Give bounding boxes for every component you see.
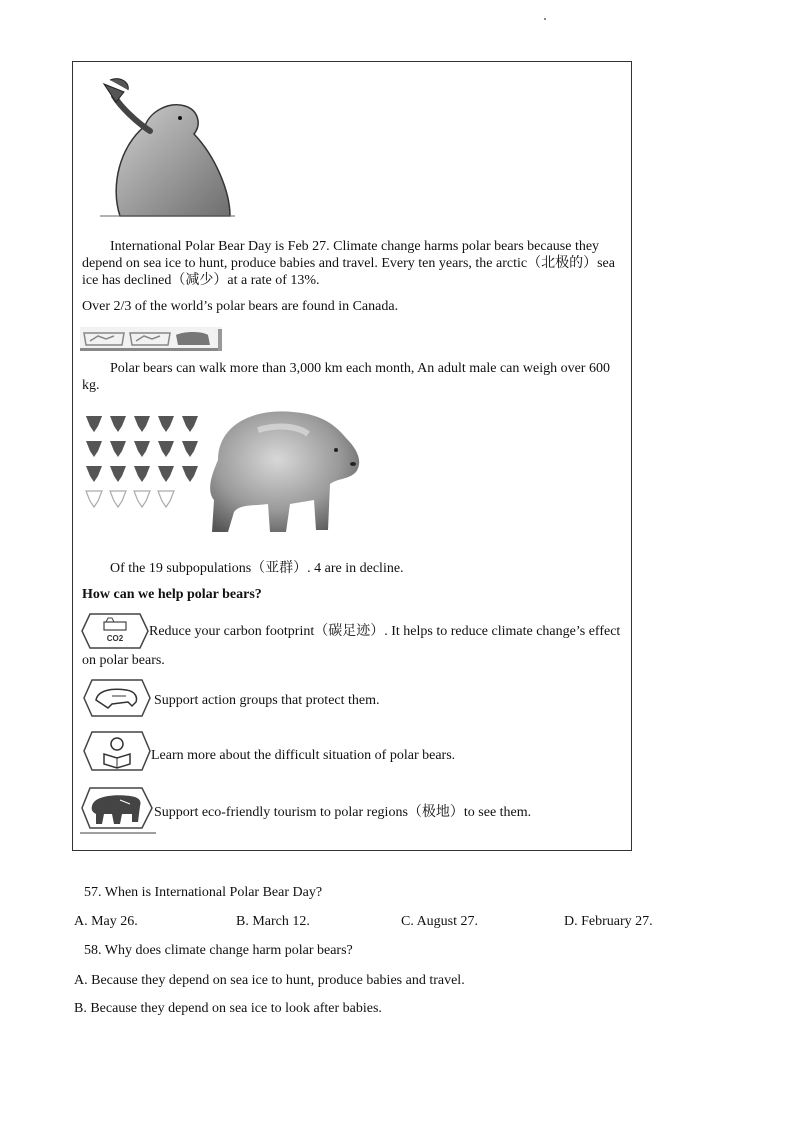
question-58-option-b: B. Because they depend on sea ice to look after babies. xyxy=(74,1001,382,1016)
bear-with-fish-icon xyxy=(90,76,240,226)
help-item-carbon: Reduce your carbon footprint（碳足迹）. It helps to reduce climate change’s effect xyxy=(149,624,621,639)
bear-strip-icon xyxy=(80,327,222,351)
help-item-learn-more: Learn more about the difficult situation of polar bears. xyxy=(151,748,456,763)
question-57-option-c: C. August 27. xyxy=(401,914,479,929)
polar-bear-photo-icon xyxy=(198,400,366,540)
co2-icon xyxy=(80,612,150,650)
paragraph-canada: Over 2/3 of the world’s polar bears are found in Canada. xyxy=(82,299,399,314)
paragraph-polar-bear-day: International Polar Bear Day is Feb 27. Climate change harms polar bears because they depend on sea ice to hunt, produce babies and travel. Every ten years, the arctic（北极的）sea ice has declined（减少）at a rate of 13%. xyxy=(82,239,615,288)
help-item-carbon-cont: on polar bears. xyxy=(82,653,165,668)
question-57-option-a: A. May 26. xyxy=(74,914,138,929)
paragraph-walk-weigh: Polar bears can walk more than 3,000 km each month, An adult male can weigh over 600 kg. xyxy=(82,361,610,393)
co2-label: CO2 xyxy=(106,634,124,643)
help-heading: How can we help polar bears? xyxy=(82,587,262,602)
reader-icon xyxy=(82,730,152,772)
page-mark xyxy=(544,18,546,20)
question-57-option-d: D. February 27. xyxy=(564,914,653,929)
help-item-action-groups: Support action groups that protect them. xyxy=(154,693,380,708)
help-item-tourism: Support eco-friendly tourism to polar regions（极地）to see them. xyxy=(154,805,532,820)
tourism-bear-icon xyxy=(80,786,156,834)
paragraph-subpopulations: Of the 19 subpopulations（亚群）. 4 are in decline. xyxy=(110,561,404,576)
subpopulation-grid-icon xyxy=(84,410,214,514)
question-57-stem: 57. When is International Polar Bear Day? xyxy=(84,885,323,900)
question-58-option-a: A. Because they depend on sea ice to hunt, produce babies and travel. xyxy=(74,973,465,988)
question-58-stem: 58. Why does climate change harm polar bears? xyxy=(84,943,353,958)
bear-sign-icon xyxy=(82,678,152,718)
question-57-option-b: B. March 12. xyxy=(236,914,310,929)
